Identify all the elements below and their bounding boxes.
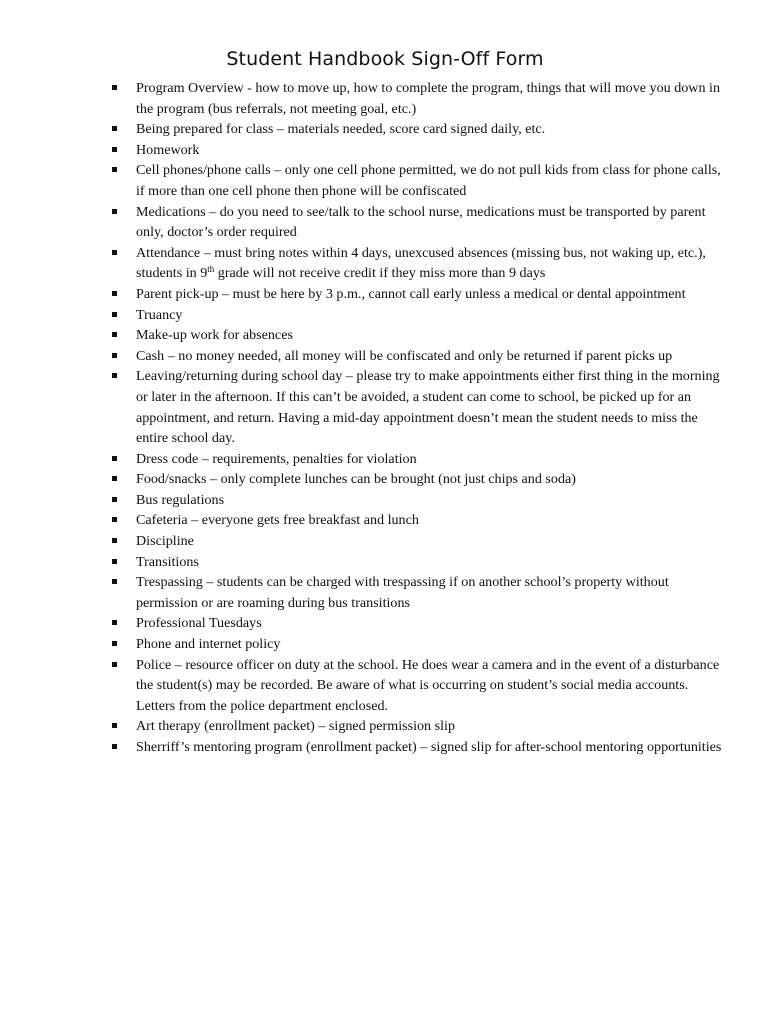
bullet-icon	[112, 332, 117, 337]
bullet-icon	[112, 373, 117, 378]
list-item-text: Cell phones/phone calls – only one cell phone permitted, we do not pull kids from class for phone calls, if more than one cell phone then phone will be confiscated	[136, 162, 721, 199]
list-item	[110, 160, 730, 201]
bullet-icon	[112, 250, 117, 255]
list-item-text: Police – resource officer on duty at the school. He does wear a camera and in the event of a disturbance the student(s) may be recorded. Be aware of what is occurring on student’s social media accounts. Letters from the police department enclosed.	[136, 656, 720, 714]
list-item-text: Trespassing – students can be charged with trespassing if on another school’s property without permission or are roaming during bus transitions	[136, 574, 669, 611]
list-item-text: Art therapy (enrollment packet) – signed permission slip	[136, 718, 455, 735]
bullet-icon	[112, 353, 117, 358]
bullet-icon	[112, 723, 117, 728]
bullet-icon	[112, 662, 117, 667]
handbook-item-list	[110, 78, 730, 758]
list-item-text: Homework	[136, 141, 200, 158]
list-item-text: Cash – no money needed, all money will be confiscated and only be returned if parent picks up	[136, 347, 673, 364]
list-item-text: Program Overview - how to move up, how to complete the program, things that will move you down in the program (bus referrals, not meeting goal, etc.)	[136, 80, 721, 117]
list-item	[110, 716, 730, 737]
bullet-icon	[112, 620, 117, 625]
bullet-icon	[112, 147, 117, 152]
list-item-text: Sherriff’s mentoring program (enrollment packet) – signed slip for after-school mentoring opportunities	[136, 739, 722, 755]
list-item-text: Being prepared for class – materials needed, score card signed daily, etc.	[136, 121, 546, 138]
list-item	[110, 613, 730, 634]
list-item-text: Bus regulations	[136, 491, 225, 508]
list-item	[110, 737, 730, 758]
list-item	[110, 202, 730, 243]
bullet-icon	[112, 456, 117, 461]
list-item	[110, 510, 730, 531]
list-item	[110, 366, 730, 448]
list-item	[110, 572, 730, 613]
list-item-text: Make-up work for absences	[136, 327, 293, 344]
list-item-text: Phone and internet policy	[136, 636, 281, 653]
list-item	[110, 469, 730, 490]
list-item	[110, 325, 730, 346]
list-item-text: Food/snacks – only complete lunches can be brought (not just chips and soda)	[136, 471, 576, 488]
list-item	[110, 140, 730, 161]
list-item	[110, 119, 730, 140]
bullet-icon	[112, 291, 117, 296]
bullet-icon	[112, 167, 117, 172]
list-item-text: Discipline	[136, 533, 194, 550]
bullet-icon	[112, 744, 117, 749]
list-item-text: Medications – do you need to see/talk to the school nurse, medications must be transported by parent only, doctor’s order required	[136, 203, 706, 241]
list-item	[110, 655, 730, 717]
bullet-icon	[112, 641, 117, 646]
list-item	[110, 284, 730, 305]
list-item	[110, 78, 730, 119]
bullet-icon	[112, 538, 117, 543]
list-item	[110, 552, 730, 573]
bullet-icon	[112, 85, 117, 90]
list-item	[110, 490, 730, 511]
list-item-text: Transitions	[136, 553, 199, 570]
list-item	[110, 449, 730, 470]
bullet-icon	[112, 559, 117, 564]
bullet-icon	[112, 497, 117, 502]
list-item	[110, 531, 730, 552]
bullet-icon	[112, 476, 117, 481]
list-item-text: Truancy	[136, 306, 183, 323]
list-item-text: Professional Tuesdays	[136, 615, 262, 632]
list-item-text: Attendance – must bring notes within 4 days, unexcused absences (missing bus, not waking up, etc.), students in 9th grade will not receive credit if they miss more than 9 days	[136, 244, 706, 282]
list-item	[110, 634, 730, 655]
list-item-text: Leaving/returning during school day – please try to make appointments either first thing in the morning or later in the afternoon. If this can’t be avoided, a student can come to school, be picked up for an appointment, and return. Having a mid-day appointment doesn’t mean the student needs to miss the entire school day.	[136, 368, 720, 447]
bullet-icon	[112, 312, 117, 317]
page-title: Student Handbook Sign-Off Form	[226, 48, 544, 70]
bullet-icon	[112, 579, 117, 584]
list-item-text: Cafeteria – everyone gets free breakfast and lunch	[136, 512, 419, 529]
list-item-text: Parent pick-up – must be here by 3 p.m., cannot call early unless a medical or dental appointment	[136, 285, 686, 302]
list-item	[110, 243, 730, 284]
list-item	[110, 346, 730, 367]
bullet-icon	[112, 517, 117, 522]
list-item-text: Dress code – requirements, penalties for violation	[136, 450, 417, 467]
bullet-icon	[112, 209, 117, 214]
bullet-icon	[112, 126, 117, 131]
list-item	[110, 305, 730, 326]
